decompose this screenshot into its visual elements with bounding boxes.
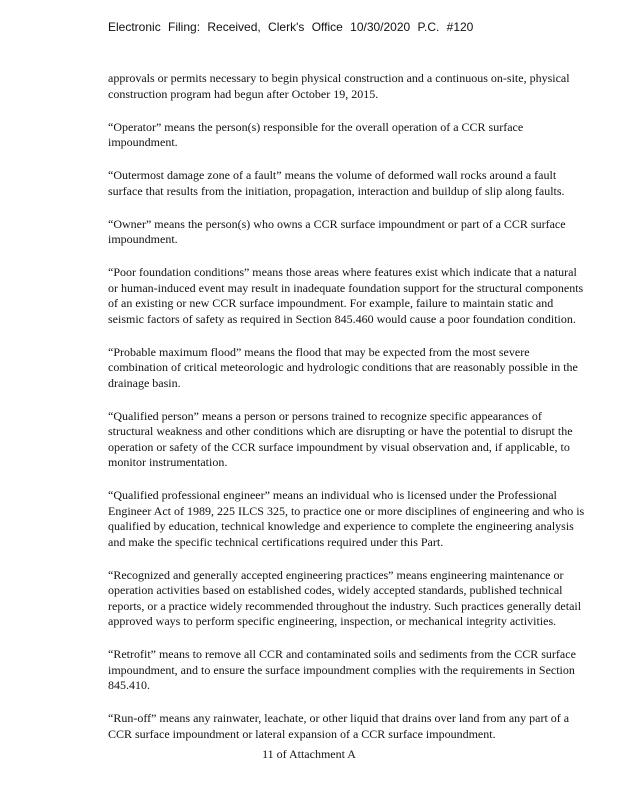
paragraph-continuation: approvals or permits necessary to begin physical construction and a continuous on-site, physical construction program had begun after October 19, 2015. xyxy=(108,71,570,101)
definition-outermost-damage-zone: “Outermost damage zone of a fault” means the volume of deformed wall rocks around a fault surface that results from the initiation, propagation, interaction and buildup of slip along faults. xyxy=(108,168,565,198)
definition-probable-maximum-flood: “Probable maximum flood” means the flood that may be expected from the most severe combination of critical meteorologic and hydrologic conditions that are reasonably possible in the drainage basin. xyxy=(108,344,578,390)
definition-recognized-engineering-practices: “Recognized and generally accepted engineering practices” means engineering maintenance or operation activities based on established codes, widely accepted standards, published technical reports, or a practice widely recommended throughout the industry. Such practices generally detail approved ways to perform specific engineering, inspection, or mechanical integrity activities. xyxy=(108,567,582,628)
definition-owner: “Owner” means the person(s) who owns a CCR surface impoundment or part of a CCR surface impoundment. xyxy=(108,216,566,246)
definition-qualified-professional-engineer: “Qualified professional engineer” means an individual who is licensed under the Professional Engineer Act of 1989, 225 ILCS 325, to practice one or more disciplines of engineering and who is qualified by education, technical knowledge and experience to complete the engineering analysis and make the specific technical certifications required under this Part. xyxy=(108,488,585,549)
definition-qualified-person: “Qualified person” means a person or persons trained to recognize specific appearances of structural weakness and other conditions which are disrupting or have the potential to disrupt the operation or safety of the CCR surface impoundment by visual observation and, if applicable, to monitor instrumentation. xyxy=(108,408,573,469)
page-number-footer: 11 of Attachment A xyxy=(262,747,356,761)
definitions-body xyxy=(108,71,588,760)
definition-operator: “Operator” means the person(s) responsible for the overall operation of a CCR surface impoundment. xyxy=(108,119,524,149)
filing-stamp-header: Electronic Filing: Received, Clerk's Office 10/30/2020 P.C. #120 xyxy=(108,20,474,34)
definition-run-off: “Run-off” means any rainwater, leachate, or other liquid that drains over land from any part of a CCR surface impoundment or lateral expansion of a CCR surface impoundment. xyxy=(108,711,570,741)
definition-poor-foundation-conditions: “Poor foundation conditions” means those areas where features exist which indicate that a natural or human-induced event may result in inadequate foundation support for the structural components of an existing or new CCR surface impoundment. For example, failure to maintain static and seismic factors of safety as required in Section 845.460 would cause a poor foundation condition. xyxy=(108,265,584,326)
definition-retrofit: “Retrofit” means to remove all CCR and contaminated soils and sediments from the CCR surface impoundment, and to ensure the surface impoundment complies with the requirements in Section 845.410. xyxy=(108,647,576,692)
